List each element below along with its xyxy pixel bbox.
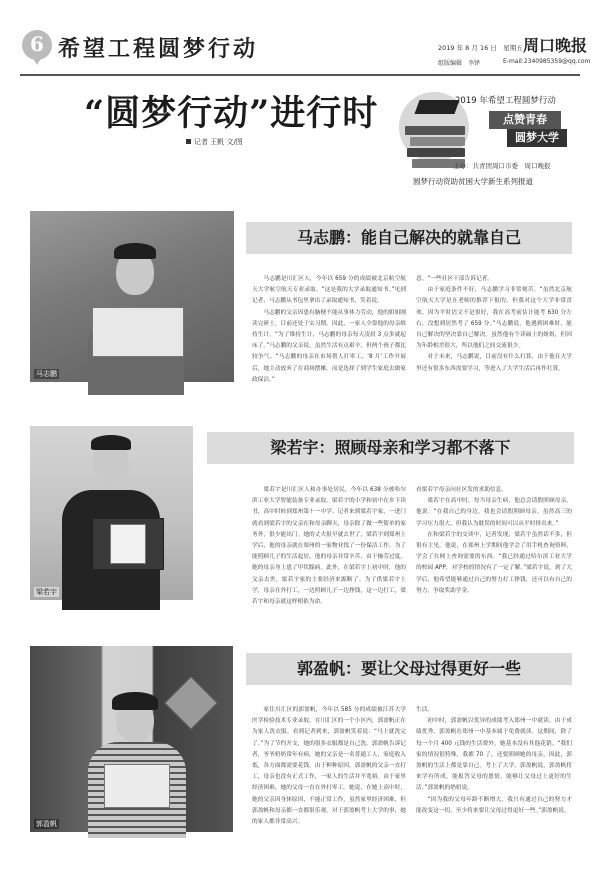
paragraph: 生活。 (416, 707, 434, 713)
paper-name: 周口晚报 (523, 36, 588, 55)
promo-slogan-1: 点赞青春 (489, 111, 561, 129)
editor-credit: 组版编辑 李铎 (438, 60, 481, 67)
graduation-cap-icon (414, 100, 459, 114)
paragraph: 梁若宇在高中时，每当母亲生病，他总会请假照顾母亲。他说：“在我自己的身边，我也会请假照顾母亲。虽然高三的学习压力很大，但我认为耽误的时间可以从平时挤出来。” (416, 498, 572, 527)
page-number-badge (22, 30, 52, 60)
paragraph: 马志鹏的父亲因患有脑梗不能从事体力劳动，他的姐姐刚读完研士，目前还处于实习期。因此，一家人全靠他的母亲维持生计。“为了维持生计，马志鹏的母亲每天凌晨 3 点多就起床了。”马志鹏的父亲说，虽然生活有点艰辛，但两个孩子都比较争气。“马志鹏的母亲在市场帮人打零工，‘8 月’工作开展后，她主动放弃了在商场摆摊，而是选择了到学生家庭去做家政保洁。” (252, 309, 406, 383)
story-2-photo (30, 426, 193, 600)
section-title: 希望工程圆梦行动 (58, 36, 259, 62)
paragraph: 对于未来，马志鹏说，目前没有什么打算，由于他在大学里还有很多东西需要学习，等进入了大学生活后再作打算。 (416, 354, 572, 372)
promo-year-title: 2019 年希望工程圆梦行动 (455, 96, 556, 106)
story-3-col-1 (252, 705, 406, 835)
page-number: 6 (30, 32, 44, 56)
byline: 记者 王帆 文/图 (186, 137, 243, 147)
story-1-headline: 马志鹏：能自己解决的就靠自己 (246, 222, 572, 254)
paragraph: 梁若宇是川汇区人和办事处居民，今年以 638 分被哈尔滨工业大学智能装备专业录取。梁若宇的小学和初中在乡下读书，高中时转到郑州第十一中学。记者来到梁若宇家，一进门就看到梁若宇的父亲在和母亲聊天，母亲除了做一些简单的家务外，很少能出门。她的丈夫很早就去世了，梁若宇到郑州上学后，他的母亲就在郑州的一家物业找了一份保洁工作。为了能照顾儿子的生活起居，他的母亲非常辛苦，由于操劳过度，她的母亲身上患了甲状腺病。此外，在梁若宇上初中时，他的父亲去世，梁若宇家的主要经济来源断了。为了供梁若宇上学，母亲在外打工，一边照顾儿子一边挣钱，这一边打工，梁若宇和母亲就这样相依为命。 (252, 487, 406, 606)
campaign-promo (393, 84, 579, 190)
story-3-photo (30, 646, 233, 832)
story-2-col-2 (416, 485, 572, 598)
paragraph: 看梁若宇母亲向社区发的求助信息。 (416, 487, 507, 493)
story-1-col-2 (416, 274, 572, 390)
promo-series-title: 圆梦行动资助贫困大学新生系列报道 (413, 177, 533, 186)
story-2-headline: 梁若宇：照顾母亲和学习都不落下 (207, 432, 574, 464)
issue-date: 2019 年 8 月 16 日 星期五 (438, 44, 523, 52)
story-1-col-1 (252, 274, 406, 390)
promo-slogan-2: 圆梦大学 (507, 129, 567, 147)
header-rule (20, 74, 580, 76)
story-3-col-2 (416, 705, 572, 835)
story-2-photo-caption: 梁若宇 (36, 588, 57, 596)
paragraph: “因为我的父母年龄不断增大，我只有通过自己的努力才能改变这一切，至少将来要让父母过得更好一些。”郭盈帆说。 (416, 796, 572, 814)
paragraph: 在和梁若宇的交谈中，记者发现，梁若宇虽然话不多，但很有主见。他说，在郑州上学期间他学会了用手机查询资料，学会了在网上查询需要的东西。“我已经通过哈尔滨工业大学的校园 APP，对学校的情况有了一定了解。”梁若宇说，到了大学后，他希望能够通过自己的努力打工挣钱，还可以有自己的努力，争取奖助学金。 (416, 531, 572, 594)
paragraph: 马志鹏是川汇区人，今年以 659 分的成绩被北京航空航天大学航空航天专业录取。“这是我的大学录取通知书。”见到记者，马志鹏从书包里拿出了录取通知书，笑着说。 (252, 276, 406, 305)
promo-hosts: 主办：共青团周口市委 周口晚报 (453, 162, 551, 170)
story-1-photo-caption: 马志鹏 (36, 370, 57, 378)
story-3-headline: 郭盈帆：要让父母过得更好一些 (246, 653, 572, 685)
paragraph: 初中时，郭盈帆以优异的成绩考入郑州一中就读。由于成绩优秀，郭盈帆在郑州一中基本属于免费就读。这期间，除了每一个月 400 元钱的生活费外，她基本没有其他花销。“我们家的情况很特殊，我都 70 了，还要照顾她的母亲，因此，郭盈帆的生活上都是靠自己。考上了大学，郭盈帆说，郭盈帆将来学有所成，能报答父母的恩情，能够让父母过上更好的生活。”郭盈帆的奶奶说。 (416, 718, 572, 792)
story-1-photo (30, 211, 234, 382)
story-3-photo-caption: 郭盈帆 (36, 820, 57, 828)
story-2-col-1 (252, 485, 406, 606)
paragraph: 家住川汇区的郭盈帆，今年以 585 分的成绩被江苏大学医学检验技术专业录取。在川汇区的一个小区内，郭盈帆正在为家人洗衣服。看到记者到来，郭盈帆笑着说：“马上就洗完了。”为了节约开支，她的很多衣服都是自己洗。郭盈帆告诉记者，爷爷奶奶常年有病，她的父亲是一名普通工人，家庭收入低，各方面都需要花钱。由于种种原因，郭盈帆的父亲一直打工，母亲也没有正式工作，一家人的生活并不宽裕。由于家里经济困难，她的父母一直在外打零工。她说，在她上高中时，她的父亲因身体原因，不能正常工作，虽然家里经济困难，但郭盈帆和母亲都一直都很乐观。对于郭盈帆考上大学的事，她的家人都非常高兴。 (252, 707, 406, 826)
paragraph: 意。“一些社区干部告诉记者。 (416, 276, 493, 282)
paragraph: 由于家庭条件不好，马志鹏学习非常刻苦。“虽然北京航空航天大学是在老师的推荐下报的，但我对这个大学非常喜欢。因为平时语文不是很好，我在高考前估计能考 630 分左右，没想到居然考了 659 分。”马志鹏说，他遇到困难时，能自己解决的坚决靠自己解决。虽然他有个读硕士的姐姐，但因为年龄相差很大，所以他们之间交流很少。 (416, 287, 572, 350)
page-headline: “圆梦行动”进行时 (84, 93, 379, 134)
editor-email: E-mail:2340985359@qq.com (503, 58, 591, 65)
